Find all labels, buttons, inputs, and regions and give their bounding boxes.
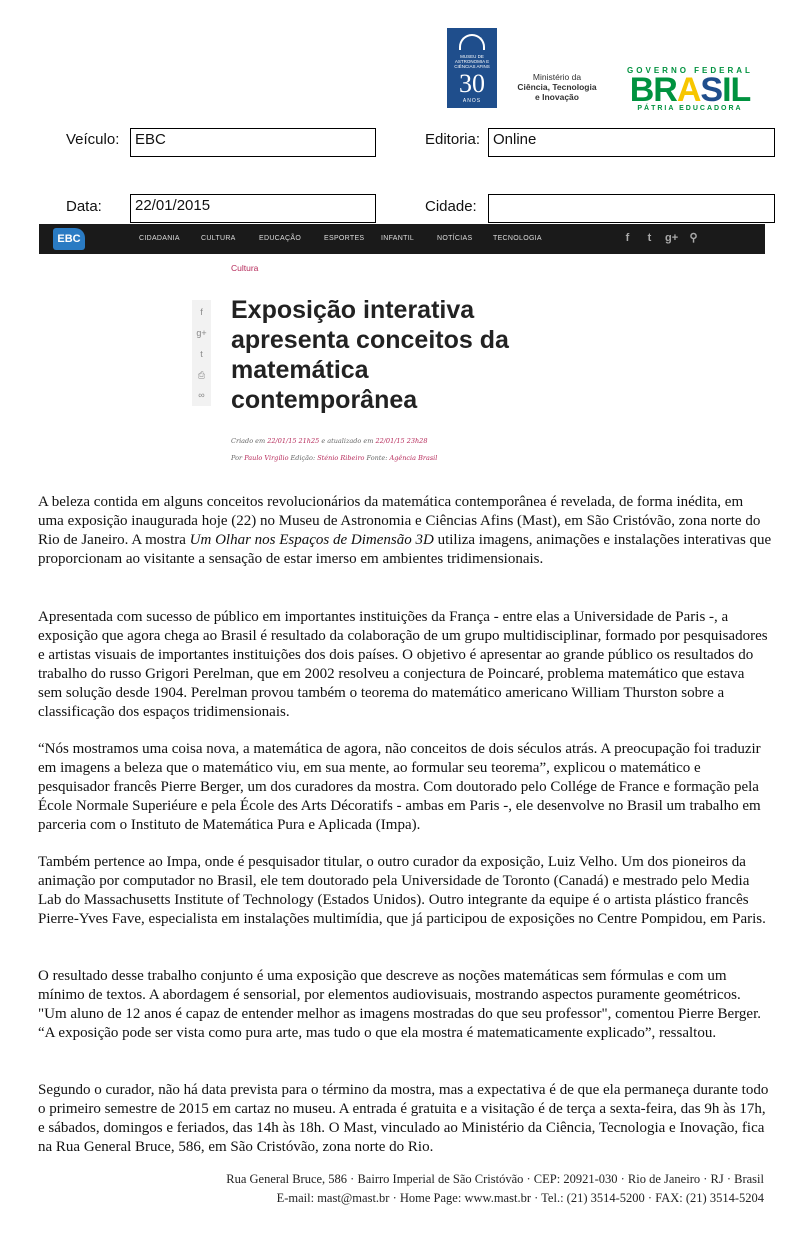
twitter-icon[interactable]: t	[647, 232, 652, 244]
paragraph-1-part-c: utiliza imagens, animações e instalações interativas que proporcionam ao visitante a sensação de estar imerso em ambientes tridimensionais.	[38, 532, 772, 567]
paragraph-1	[38, 493, 772, 569]
veiculo-label: Veículo:	[66, 131, 120, 148]
article-category[interactable]: Cultura	[231, 263, 259, 273]
nav-educacao[interactable]: EDUCAÇÃO	[259, 235, 302, 242]
paragraph-3	[38, 740, 772, 835]
author-name[interactable]: Paulo Virgílio	[244, 454, 289, 462]
data-field[interactable]: 22/01/2015	[130, 194, 376, 223]
data-label: Data:	[66, 198, 102, 215]
paragraph-5-text: O resultado desse trabalho conjunto é uma exposição que descreve as noções matemáticas sem fórmulas e com um mínimo de textos. A abordagem é sensorial, por elementos audiovisuais, mostrando aspectos puramente geométricos. "Um aluno de 12 anos é capaz de entender melhor as imagens mostradas do que seu professor", comentou Pierre Berger. “A exposição pode ser vista como pura arte, mas tudo o que ela mostra é matematicamente explicado”, ressaltou.	[38, 968, 761, 1041]
anos-label: ANOS	[462, 98, 482, 104]
ebc-nav-bar	[39, 224, 765, 254]
article-headline: Exposição interativa apresenta conceitos da matemática contemporânea	[231, 296, 509, 414]
print-icon[interactable]: ⎙	[197, 370, 206, 380]
google-plus-icon[interactable]: g+	[665, 232, 679, 244]
paragraph-4-text: Também pertence ao Impa, onde é pesquisador titular, o outro curador da exposição, Luiz Velho. Um dos pioneiros da animação por computador no Brasil, ele tem doutorado pela Universidade de Toronto (Canadá) e mestrado pelo Media Lab do Massachusetts Institute of Technology (Estados Unidos). Outro integrante da equipe é o artista plástico francês Pierre-Yves Fave, especialista em instalações multimídia, que já participou de exposições no Centre Pompidou, em Paris.	[38, 854, 766, 927]
nav-tecnologia[interactable]: TECNOLOGIA	[493, 235, 542, 242]
footer-contact: E-mail: mast@mast.br · Home Page: www.mast.br · Tel.: (21) 3514-5200 · FAX: (21) 3514-5204	[276, 1191, 764, 1205]
ministerio-logo	[506, 72, 608, 102]
share-facebook-icon[interactable]: f	[200, 307, 203, 317]
footer-address: Rua General Bruce, 586 · Bairro Imperial de São Cristóvão · CEP: 20921-030 · Rio de Janeiro · RJ · Brasil	[226, 1172, 764, 1186]
editoria-label: Editoria:	[425, 131, 481, 148]
cidade-field[interactable]	[488, 194, 775, 223]
nav-esportes[interactable]: ESPORTES	[324, 235, 365, 242]
cidade-label: Cidade:	[425, 198, 477, 215]
author-prefix: Por	[231, 454, 245, 462]
paragraph-3-text: “Nós mostramos uma coisa nova, a matemática de agora, não conceitos de dois séculos atrás. A preocupação foi traduzir em imagens a beleza que o matemático viu, em sua mente, ao formular seu teorema”, explicou o matemático e pesquisador francês Pierre Berger, um dos curadores da mostra. Com doutorado pelo Collége de France e formação pela École Normale Superiéure e pela École des Arts Décoratifs - ambas em Paris -, ele desenvolve no Brasil um trabalho em parceria com o Instituto de Matemática Pura e Aplicada (Impa).	[38, 741, 761, 833]
paragraph-6-text: Segundo o curador, não há data prevista para o término da mostra, mas a expectativa é de que ela permaneça durante todo o primeiro semestre de 2015 em cartaz no museu. A entrada é gratuita e a visitação é de terça a sexta-feira, das 9h às 17h, e sábados, domingos e feriados, das 14h às 18h. O Mast, vinculado ao Ministério da Ciência, Tecnologia e Inovação, fica na Rua General Bruce, 586, em São Cristóvão, zona norte do Rio.	[38, 1082, 769, 1155]
veiculo-field[interactable]: EBC	[130, 128, 376, 157]
paragraph-2	[38, 608, 772, 722]
ministerio-line-2: Ciência, Tecnologia	[517, 82, 597, 92]
editoria-field[interactable]: Online	[488, 128, 775, 157]
link-icon[interactable]: ∞	[198, 390, 205, 400]
mast-30-anos-logo	[447, 28, 497, 108]
museu-name: MUSEU DE ASTRONOMIA E CIÊNCIAS AFINS	[454, 54, 490, 69]
facebook-icon[interactable]: f	[625, 232, 630, 244]
paragraph-1-part-a: A beleza contida em alguns conceitos revolucionários da matemática contemporânea é revelada, de forma inédita, em uma exposição inaugurada hoje (22) no Museu de Astronomia e Ciências Afins (Mast), em São Cristóvão, zona norte do Rio de Janeiro. A mostra	[38, 494, 761, 548]
article-credits	[231, 454, 437, 462]
nav-infantil[interactable]: INFANTIL	[381, 235, 415, 242]
exhibition-title: Um Olhar nos Espaços de Dimensão 3D	[189, 532, 434, 548]
created-date: 22/01/15 21h25	[267, 437, 320, 445]
share-google-plus-icon[interactable]: g+	[196, 328, 207, 338]
updated-prefix: e atualizado em	[319, 437, 376, 445]
brasil-wordmark-part-3: S	[700, 71, 723, 109]
nav-cidadania[interactable]: CIDADANIA	[139, 235, 180, 242]
article-dates	[231, 437, 427, 445]
paragraph-4	[38, 853, 772, 929]
updated-date: 22/01/15 23h28	[375, 437, 428, 445]
source-name[interactable]: Agência Brasil	[389, 454, 438, 462]
paragraph-2-text: Apresentada com sucesso de público em importantes instituições da França - entre elas a Universidade de Paris -, a exposição que agora chega ao Brasil é resultado da colaboração de um grupo multidisciplinar, formado por pesquisadores e artistas visuais de importantes instituições dos dois países. O objetivo é apresentar ao grande público os resultados do trabalho do russo Grigori Perelman, que em 2002 resolveu a conjectura de Poincaré, problema matemático que estava sem solução desde 1904. Perelman provou também o teorema do matemático americano William Thurston sobre a classificação dos espaços tridimensionais.	[38, 609, 768, 720]
nav-cultura[interactable]: CULTURA	[201, 235, 236, 242]
observatory-dome-icon	[459, 34, 485, 50]
ebc-logo[interactable]: EBC	[53, 228, 85, 250]
brasil-wordmark-part-4: IL	[722, 71, 751, 109]
share-twitter-icon[interactable]: t	[200, 349, 203, 359]
edition-prefix: Edição:	[288, 454, 318, 462]
paragraph-5	[38, 967, 772, 1043]
brasil-wordmark-part-2: A	[676, 71, 701, 109]
governo-federal-label: GOVERNO FEDERAL	[627, 66, 753, 75]
paragraph-6	[38, 1081, 772, 1157]
patria-educadora-label: PÁTRIA EDUCADORA	[637, 105, 743, 112]
editor-name[interactable]: Sténio Ribeiro	[317, 454, 365, 462]
search-icon[interactable]: ⚲	[689, 232, 698, 244]
share-toolbar	[192, 300, 211, 406]
nav-noticias[interactable]: NOTÍCIAS	[437, 235, 473, 242]
anos-number: 30	[459, 69, 485, 98]
source-prefix: Fonte:	[364, 454, 390, 462]
brasil-wordmark-part-1: BR	[629, 71, 677, 109]
ministerio-line-1: Ministério da	[532, 72, 582, 82]
governo-federal-logo	[620, 66, 760, 112]
ministerio-line-3: e Inovação	[535, 92, 579, 102]
created-prefix: Criado em	[231, 437, 268, 445]
